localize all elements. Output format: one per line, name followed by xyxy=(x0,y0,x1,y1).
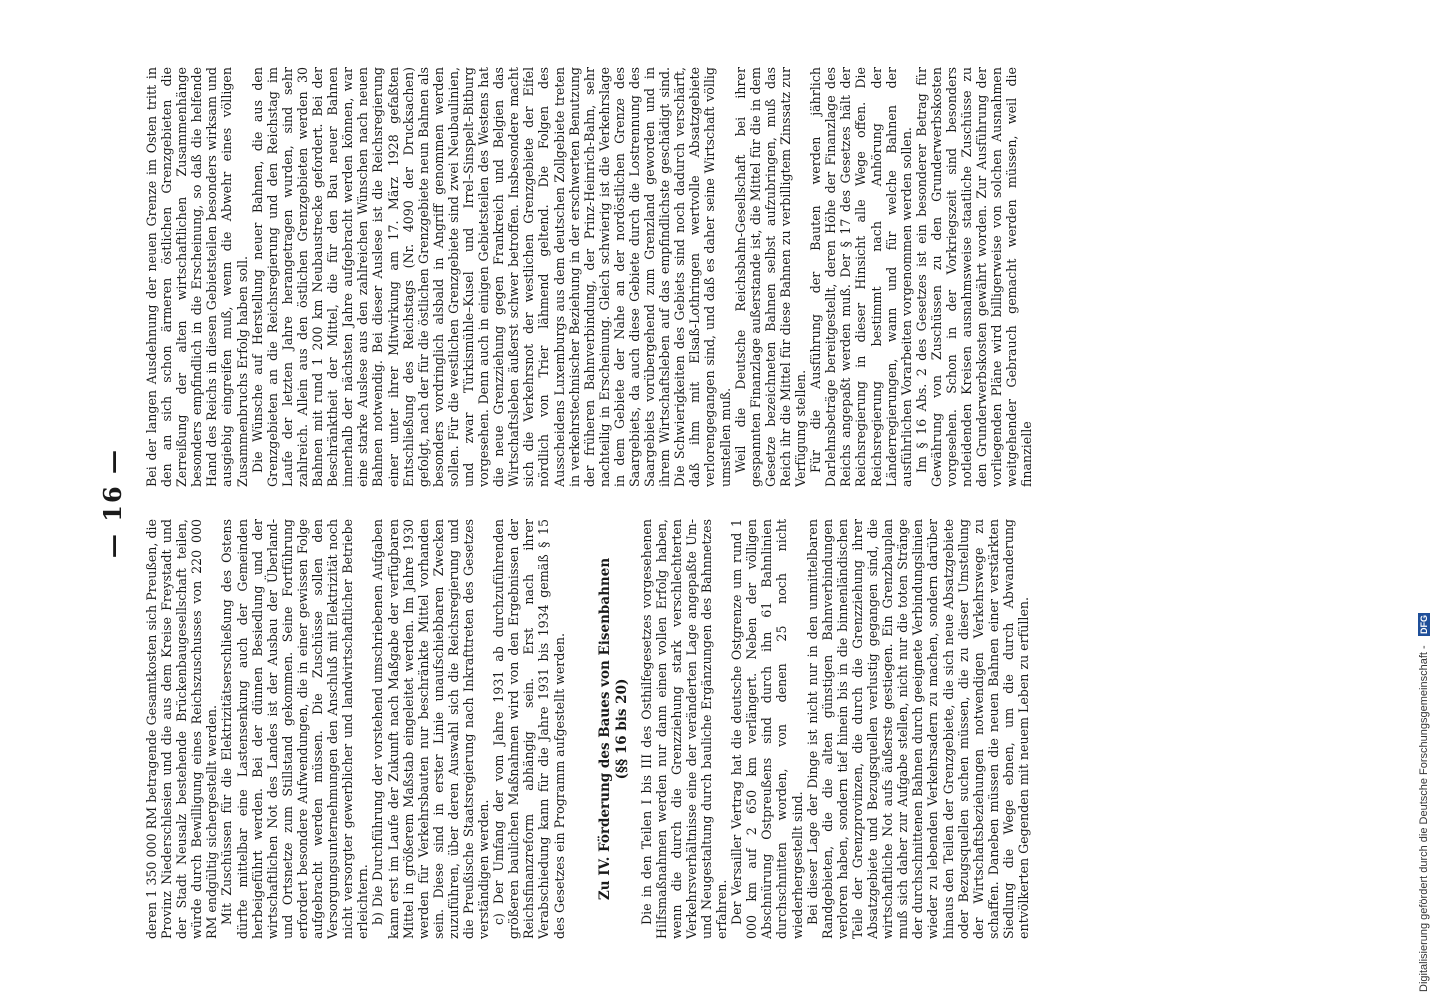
paragraph: Für die Ausführung der Bauten werden jährlich Darlehnsbeträge bereitgestellt, deren Höhe der Finanzlage des Reichs angepaßt werden muß. Der § 17 des Gesetzes hält der Reichsregierung in dieser Hinsicht alle Wege offen. Die Reichsregierung bestimmt nach Anhörung der Länderregierungen, wann und für welche Bahnen der ausführlichen Vorarbeiten vorgenommen werden sollen. xyxy=(808,67,914,487)
dfg-logo: DFG xyxy=(1419,615,1429,635)
paragraph: Der Versailler Vertrag hat die deutsche Ostgrenze um rund 1 000 km auf 2 650 km verlängert. Neben der völligen Abschnürung Ostpreußens sind durch ihn 61 Bahnlinien durchschnitten worden, von denen 25 noch nicht wiederhergestellt sind. xyxy=(729,519,805,939)
paragraph: Im § 16 Abs. 2 des Gesetzes ist ein besonderer Betrag für Gewährung von Zuschüssen zu den Grunderwerbskosten vorgesehen. Schon in der Vorkriegszeit sind besonders notleidenden Kreisen ausnahmsweise staatliche Zuschüsse zu den Grunderwerbskosten gewährt worden. Zur Ausführung der vorliegenden Pläne wird billigerweise von solchen Ausnahmen weitgehender Gebrauch gemacht werden müssen, weil die finanzielle xyxy=(913,67,1035,487)
digitization-note-text: Digitalisierung gefördert durch die Deutsche Forschungsgemeinschaft - xyxy=(1418,645,1430,992)
right-column xyxy=(144,67,1282,487)
paragraph: c) Der Umfang der vom Jahre 1931 ab durchzuführenden größeren baulichen Maßnahmen wird von den Ergebnissen der Reichsfinanzreform abhängig sein. Erst nach ihrer Verabschiedung kann für die Jahre 1931 bis 1934 gemäß § 15 des Gesetzes ein Programm aufgestellt werden. xyxy=(491,519,567,939)
rotated-page xyxy=(96,57,1282,949)
paragraph: Die Wünsche auf Herstellung neuer Bahnen, die aus den Grenzgebieten an die Reichsregierung und den Reichstag im Laufe der letzten Jahre herangetragen wurden, sind sehr zahlreich. Allein aus den östlichen Grenzgebieten werden 30 Bahnen mit rund 1 200 km Neubaustrecke gefordert. Bei der Beschränktheit der Mittel, die für den Bau neuer Bahnen innerhalb der nächsten Jahre aufgebracht werden können, war eine starke Auslese aus den zahlreichen Wünschen nach neuen Bahnen notwendig. Bei dieser Auslese ist die Reichsregierung einer unter ihrer Mitwirkung am 17. März 1928 gefaßten Entschließung des Reichstags (Nr. 4090 der Drucksachen) gefolgt, nach der für die östlichen Grenzgebiete neun Bahnen als besonders vordringlich alsbald in Angriff genommen werden sollen. Für die westlichen Grenzgebiete sind zwei Neubaulinien, und zwar Türkismühle–Kusel und Irrel–Sinspelt–Bitburg vorgesehen. Denn auch in einigen Gebietsteilen des Westens hat die neue Grenzziehung gegen Frankreich und Belgien das Wirtschaftsleben äußerst schwer betroffen. Insbesondere macht sich die Verkehrsnot der westlichen Grenzgebiete der Eifel nördlich von Trier lähmend geltend. Die Folgen des Ausscheidens Luxemburgs aus dem deutschen Zollgebiete treten in verkehrstechnischer Beziehung in der erschwerten Benutzung der früheren Bahnverbindung, der Prinz-Heinrich-Bahn, sehr nachteilig in Erscheinung. Gleich schwierig ist die Verkehrslage in dem Gebiete der Nahe an der nordöstlichen Grenze des Saargebiets, da auch diese Gebiete durch die Lostrennung des Saargebiets vorübergehend zum Grenzland geworden und in ihrem Wirtschaftsleben auf das empfindlichste geschädigt sind. Die Schwierigkeiten des Gebiets sind noch dadurch verschärft, daß ihm mit Elsaß-Lothringen wertvolle Absatzgebiete verlorengegangen sind, und daß es daher seine Wirtschaft völlig umstellen muß. xyxy=(249,67,733,487)
digitization-note xyxy=(1418,8,1430,992)
section-heading xyxy=(597,519,631,939)
paragraph: b) Die Durchführung der vorstehend umschriebenen Aufgaben kann erst im Laufe der Zukunft nach Maßgabe der verfügbaren Mittel in größerem Maßstab eingeleitet werden. Im Jahre 1930 werden für Verkehrsbauten nur beschränkte Mittel vorhanden sein. Diese sind in erster Linie unaufschiebbaren Zwecken zuzuführen, über deren Auswahl sich die Reichsregierung und die Preußische Staatsregierung nach Inkrafttreten des Gesetzes verständigen werden. xyxy=(370,519,492,939)
paragraph: Die in den Teilen I bis III des Osthilfegesetzes vorgesehenen Hilfsmaßnahmen werden nur dann einen vollen Erfolg haben, wenn die durch die Grenzziehung stark verschlechterten Verkehrsverhältnisse eine der veränderten Lage angepaßte Um- und Neugestaltung durch bauliche Ergänzungen des Bahnnetzes erfahren. xyxy=(638,519,730,939)
page-number: — 16 — xyxy=(98,447,127,559)
paragraph: Weil die Deutsche Reichsbahn-Gesellschaft bei ihrer gespannten Finanzlage außerstande ist, die Mittel für die in dem Gesetze bezeichneten Bahnen selbst aufzubringen, muß das Reich ihr die Mittel für diese Bahnen zu verbilligtem Zinssatz zur Verfügung stellen. xyxy=(732,67,809,487)
paragraph: Bei dieser Lage der Dinge ist nicht nur in den unmittelbaren Randgebieten, die die alten günstigen Bahnverbindungen verloren haben, sondern tief hinein bis in die binnenländischen Teile der Grenzprovinzen, die durch die Grenzziehung ihrer Absatzgebiete und Bezugsquellen verlustig gegangen sind, die wirtschaftliche Not aufs äußerste gestiegen. Ein Grenzbauplan muß sich daher zur Aufgabe stellen, nicht nur die toten Stränge der durchschnittenen Bahnen durch geeignete Verbindungslinien wieder zu lebenden Verkehrsadern zu machen, sondern darüber hinaus den Teilen der Grenzgebiete, die sich neue Absatzgebiete oder Bezugsquellen suchen müssen, die zu dieser Umstellung der Wirtschaftsbeziehungen notwendigen Verkehrswege zu schaffen. Daneben müssen die neuen Bahnen einer verstärkten Siedlung die Wege ebnen, um die durch Abwanderung entvölkerten Gegenden mit neuem Leben zu erfüllen. xyxy=(804,519,1031,939)
paragraph: Bei der langen Ausdehnung der neuen Grenze im Osten tritt in den an sich schon ärmeren östlichen Grenzgebieten die Zerreißung der alten wirtschaftlichen Zusammenhänge besonders empfindlich in die Erscheinung, so daß die helfende Hand des Reichs in diesen Gebietsteilen besonders wirksam und ausgiebig eingreifen muß, wenn die Abwehr eines völligen Zusammenbruchs Erfolg haben soll. xyxy=(144,67,250,487)
left-column xyxy=(144,519,1282,939)
paragraph: deren 1 350 000 RM betragende Gesamtkosten sich Preußen, die Provinz Niederschlesien und die aus dem Kreise Freystadt und der Stadt Neusalz bestehende Brückenbaugesellschaft teilen, würde durch Bewilligung eines Reichszuschusses von 220 000 RM endgültig sichergestellt werden. xyxy=(144,519,220,939)
paragraph: Mit Zuschüssen für die Elektrizitätserschließung des Ostens dürfte mittelbar eine Lastensenkung auch der Gemeinden herbeigeführt werden. Bei der dünnen Besiedlung und der wirtschaftlichen Not des Landes ist der Ausbau der Überland- und Ortsnetze zum Stillstand gekommen. Seine Fortführung erfordert besondere Aufwendungen, die in einer gewissen Folge aufgebracht werden müssen. Die Zuschüsse sollen den Versorgungsunternehmungen den Anschluß mit Elektrizität noch nicht versorgter gewerblicher und landwirtschaftlicher Betriebe erleichtern. xyxy=(219,519,371,939)
section-heading-subtitle: (§§ 16 bis 20) xyxy=(613,678,630,780)
section-heading-title: Zu IV. Förderung des Baues von Eisenbahnen xyxy=(596,557,613,901)
